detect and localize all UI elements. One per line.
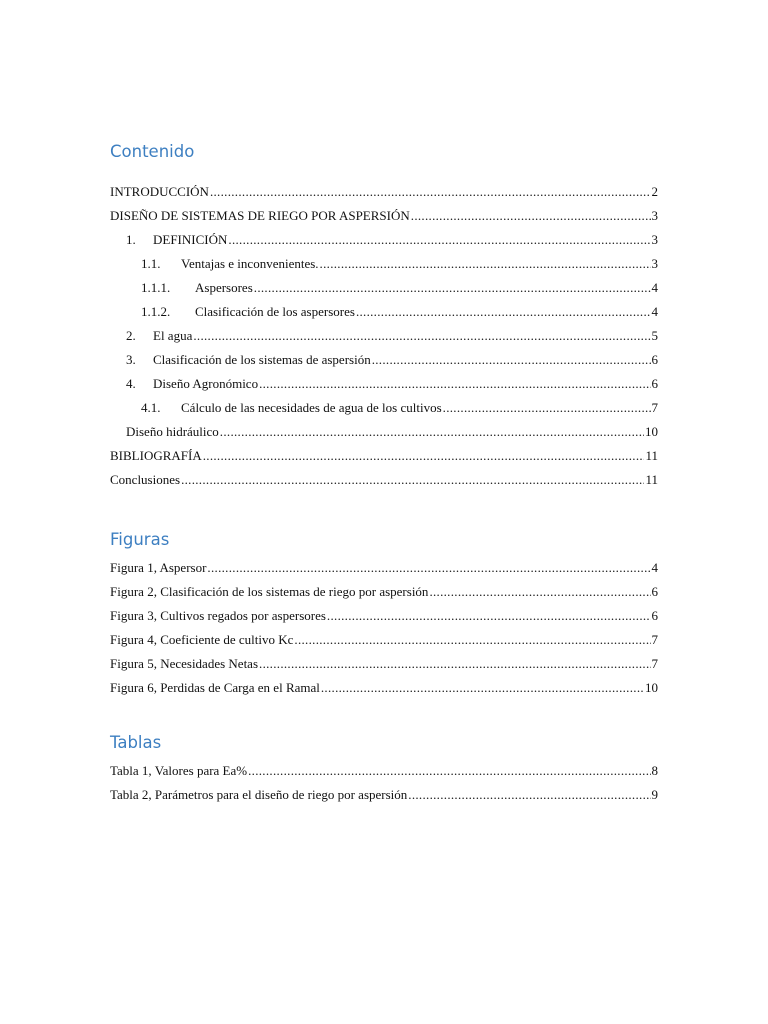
- toc-entry[interactable]: [126, 231, 658, 249]
- toc-entry-page: 6: [651, 352, 658, 367]
- dot-leader: [193, 327, 650, 345]
- toc-entry-number: 4.1.: [141, 400, 161, 415]
- table-entry-page: 8: [651, 763, 658, 778]
- dot-leader: [259, 655, 650, 673]
- dot-leader: [408, 786, 650, 804]
- toc-entry[interactable]: [141, 279, 658, 297]
- dot-leader: [203, 447, 645, 465]
- toc-entry-page: 7: [651, 400, 658, 415]
- toc-entry[interactable]: [141, 255, 658, 273]
- toc-entry[interactable]: [141, 399, 658, 417]
- toc-entry[interactable]: [110, 447, 658, 465]
- toc-entry-page: 3: [651, 208, 658, 223]
- toc-entry-number: 1.1.1.: [141, 280, 171, 295]
- toc-entry-page: 3: [651, 256, 658, 271]
- dot-leader: [443, 399, 651, 417]
- toc-entry[interactable]: [141, 303, 658, 321]
- toc-entry-text: Clasificación de los aspersores: [195, 304, 355, 319]
- table-entry[interactable]: [110, 762, 658, 780]
- figure-entry-page: 4: [651, 560, 658, 575]
- toc-entry-page: 4: [651, 280, 658, 295]
- toc-entry[interactable]: [110, 207, 658, 225]
- figure-entry-page: 10: [645, 680, 658, 695]
- dot-leader: [207, 559, 650, 577]
- toc-entry-text: Conclusiones: [110, 472, 181, 487]
- toc-entry-number: 2.: [126, 328, 136, 343]
- toc-entry-text: INTRODUCCIÓN: [110, 184, 209, 199]
- table-entry-text: Tabla 2, Parámetros para el diseño de riego por aspersión: [110, 787, 408, 802]
- dot-leader: [210, 183, 651, 201]
- figure-entry[interactable]: [110, 655, 658, 673]
- figure-entry[interactable]: [110, 679, 658, 697]
- toc-entry[interactable]: [126, 327, 658, 345]
- figure-entry[interactable]: [110, 583, 658, 601]
- figure-entry-page: 6: [651, 584, 658, 599]
- contents-heading: Contenido: [110, 142, 195, 161]
- toc-entry-number: 1.: [126, 232, 136, 247]
- dot-leader: [259, 375, 650, 393]
- figure-entry-text: Figura 3, Cultivos regados por aspersores: [110, 608, 326, 623]
- dot-leader: [411, 207, 651, 225]
- toc-entry-number: 1.1.: [141, 256, 161, 271]
- figure-entry-text: Figura 2, Clasificación de los sistemas de riego por aspersión: [110, 584, 429, 599]
- dot-leader: [228, 231, 650, 249]
- figure-entry[interactable]: [110, 607, 658, 625]
- toc-entry-page: 11: [645, 472, 658, 487]
- figure-entry-text: Figura 6, Perdidas de Carga en el Ramal: [110, 680, 320, 695]
- dot-leader: [356, 303, 651, 321]
- toc-entry-text: Clasificación de los sistemas de aspersión: [153, 352, 371, 367]
- table-entry[interactable]: [110, 786, 658, 804]
- toc-entry-number: 4.: [126, 376, 136, 391]
- table-entry-page: 9: [651, 787, 658, 802]
- toc-entry[interactable]: [110, 471, 658, 489]
- figure-entry-text: Figura 1, Aspersor: [110, 560, 207, 575]
- toc-entry-page: 4: [651, 304, 658, 319]
- toc-entry-number: 3.: [126, 352, 136, 367]
- table-entry-text: Tabla 1, Valores para Ea%: [110, 763, 248, 778]
- dot-leader: [320, 255, 651, 273]
- dot-leader: [327, 607, 651, 625]
- toc-entry-number: 1.1.2.: [141, 304, 171, 319]
- figure-entry[interactable]: [110, 559, 658, 577]
- toc-entry-text: DEFINICIÓN: [153, 232, 228, 247]
- figure-entry-page: 6: [651, 608, 658, 623]
- figures-heading: Figuras: [110, 530, 170, 549]
- figure-entry-page: 7: [651, 656, 658, 671]
- toc-entry[interactable]: [110, 183, 658, 201]
- toc-entry-text: Diseño Agronómico: [153, 376, 259, 391]
- toc-entry-page: 2: [651, 184, 658, 199]
- toc-entry-page: 5: [651, 328, 658, 343]
- toc-entry-text: Cálculo de las necesidades de agua de los cultivos: [181, 400, 442, 415]
- dot-leader: [220, 423, 644, 441]
- toc-entry-text: Ventajas e inconvenientes.: [181, 256, 319, 271]
- toc-entry-text: El agua: [153, 328, 193, 343]
- toc-entry[interactable]: [126, 375, 658, 393]
- toc-entry-page: 3: [651, 232, 658, 247]
- toc-entry-text: Diseño hidráulico: [126, 424, 219, 439]
- dot-leader: [321, 679, 644, 697]
- toc-entry-page: 10: [645, 424, 658, 439]
- toc-entry-text: Aspersores: [195, 280, 253, 295]
- figure-entry-text: Figura 4, Coeficiente de cultivo Kc: [110, 632, 294, 647]
- dot-leader: [294, 631, 650, 649]
- toc-entry[interactable]: [126, 351, 658, 369]
- toc-entry-page: 11: [645, 448, 658, 463]
- dot-leader: [254, 279, 651, 297]
- toc-entry-text: DISEÑO DE SISTEMAS DE RIEGO POR ASPERSIÓN: [110, 208, 410, 223]
- figure-entry-page: 7: [651, 632, 658, 647]
- figure-entry[interactable]: [110, 631, 658, 649]
- figure-entry-text: Figura 5, Necesidades Netas: [110, 656, 259, 671]
- toc-entry-page: 6: [651, 376, 658, 391]
- tables-heading: Tablas: [110, 733, 162, 752]
- dot-leader: [248, 762, 650, 780]
- dot-leader: [429, 583, 650, 601]
- toc-entry-text: BIBLIOGRAFÍA: [110, 448, 202, 463]
- dot-leader: [372, 351, 651, 369]
- toc-entry[interactable]: [126, 423, 658, 441]
- dot-leader: [181, 471, 644, 489]
